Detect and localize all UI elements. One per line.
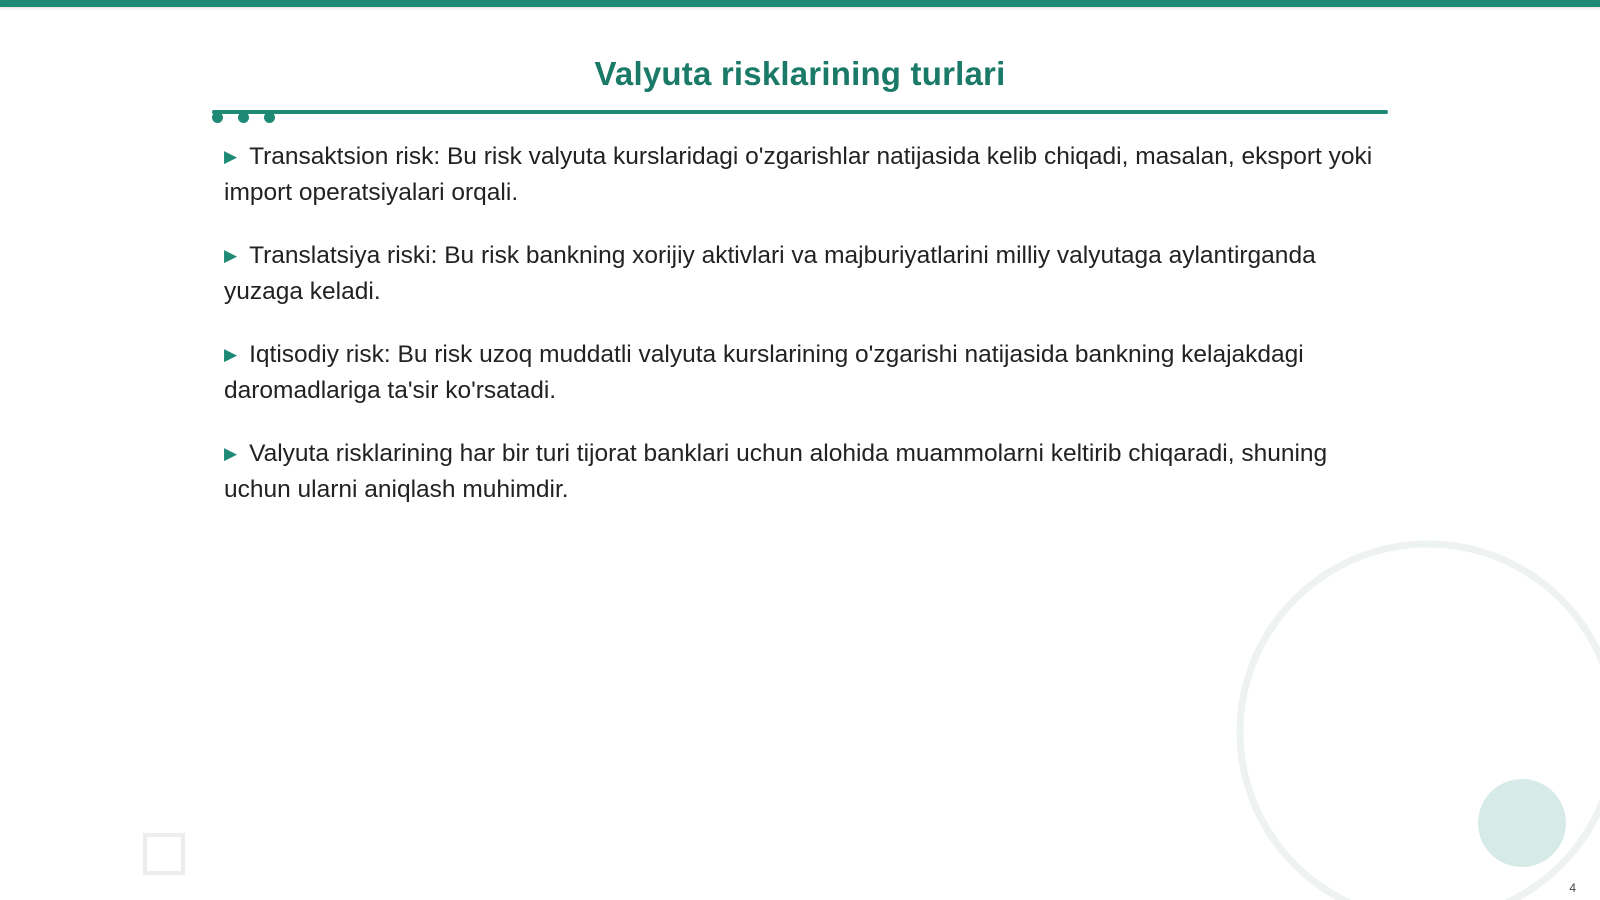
triangle-right-icon: ▶ bbox=[224, 444, 238, 463]
decorative-square bbox=[145, 835, 183, 873]
bullet-item bbox=[224, 436, 1374, 508]
bullet-list bbox=[224, 139, 1374, 535]
bullet-item bbox=[224, 337, 1374, 409]
bullet-item bbox=[224, 139, 1374, 211]
decorative-dot bbox=[1478, 779, 1566, 867]
underline-dot bbox=[212, 112, 223, 123]
bullet-item bbox=[224, 238, 1374, 310]
underline-dot bbox=[238, 112, 249, 123]
bullet-text: Translatsiya riski: Bu risk bankning xorijiy aktivlari va majburiyatlarini milliy valyutaga aylantirganda yuzaga keladi. bbox=[224, 242, 1316, 305]
title-underline bbox=[212, 110, 1388, 114]
triangle-right-icon: ▶ bbox=[224, 147, 238, 166]
triangle-right-icon: ▶ bbox=[224, 246, 238, 265]
underline-dot bbox=[264, 112, 275, 123]
triangle-right-icon: ▶ bbox=[224, 345, 238, 364]
bullet-text: Valyuta risklarining har bir turi tijorat banklari uchun alohida muammolarni keltirib chiqaradi, shuning uchun ularni aniqlash muhimdir. bbox=[224, 440, 1328, 503]
bullet-text: Transaktsion risk: Bu risk valyuta kurslaridagi o'zgarishlar natijasida kelib chiqadi, masalan, eksport yoki import operatsiyalari orqali. bbox=[224, 143, 1373, 206]
page-number: 4 bbox=[1569, 881, 1576, 895]
slide-title: Valyuta risklarining turlari bbox=[594, 55, 1006, 92]
bullet-text: Iqtisodiy risk: Bu risk uzoq muddatli valyuta kurslarining o'zgarishi natijasida bankning kelajakdagi daromadlariga ta'sir ko'rsatadi. bbox=[224, 341, 1304, 404]
